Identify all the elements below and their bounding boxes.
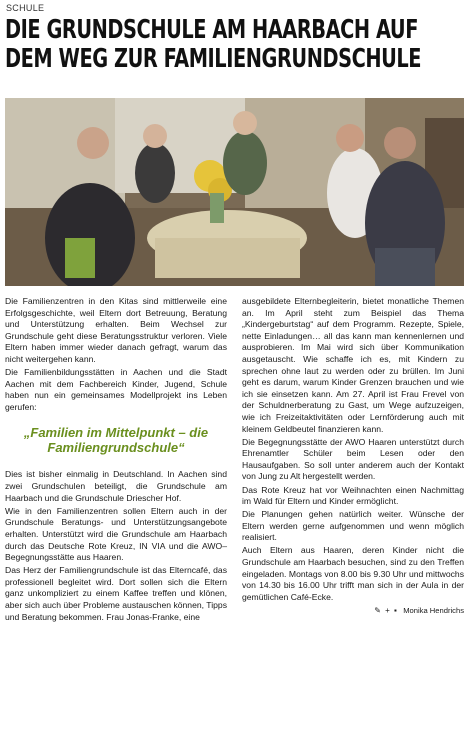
- paragraph: Die Familienbildungsstätten in Aachen und die Stadt Aachen mit dem Fachbereich Kinder, Jugend, Schule haben nun ein gemeinsames Modellprojekt ins Leben gerufen:: [5, 367, 227, 412]
- paragraph: Die Familienzentren in den Kitas sind mittlerweile eine Erfolgsgeschichte, weil Eltern dort Betreuung, Beratung und Unterstützung erhalten. Beim Wechsel zur Grundschule geht diese Beratungsstruktur verloren. Viele Eltern haben immer wieder danach gefragt, warum das nicht weitergehen kann.: [5, 296, 227, 364]
- paragraph: Die Begegnungsstätte der AWO Haaren unterstützt durch Ehrenamtler Schüler beim Lesen oder den Hausaufgaben. So soll unter anderem auch der Kontakt von Jung zu Alt hergestellt werden.: [242, 436, 464, 482]
- paragraph: Die Planungen gehen natürlich weiter. Wünsche der Eltern werden gerne aufgenommen und wenn möglich realisiert.: [242, 509, 464, 543]
- byline: [242, 605, 464, 617]
- article-column-right: [242, 296, 464, 618]
- paragraph: Dies ist bisher einmalig in Deutschland. In Aachen sind zwei Grundschulen beteiligt, die Grundschule am Haarbach und die Grundschule Driescher Hof.: [5, 469, 227, 503]
- paragraph: ausgebildete Elternbegleiterin, bietet monatliche Themen an. Im April steht zum Beispiel das Thema „Kindergeburtstag“ auf dem Programm. Rezepte, Spiele, nette Einladungen… all das kann man kennenlernen und ausprobieren. Im Mai wird sich über Kommunikation ausgetauscht. Wie schaffe ich es, mit Kindern zu sprechen ohne laut zu werden oder zu brüllen. Im Juni geht es darum, warum Kinder Grenzen brauchen und wie ich sie einsetzen kann. Am 27. April ist Frau Frevel von der Schuldnerberatung zu Gast, um Wege aufzuzeigen, wie ich Freizeitaktivitäten oder Lernförderung auch mit kleinem Geldbeutel finanzieren kann.: [242, 296, 464, 434]
- paragraph: Auch Eltern aus Haaren, deren Kinder nicht die Grundschule am Haarbach besuchen, sind zu den Treffen eingeladen. Montags von 8.00 bis 9.30 Uhr und mittwochs von 14.30 bis 16.00 Uhr trifft man sich in der Aula in der gemütlichen Café-Ecke.: [242, 545, 464, 602]
- section-label: SCHULE: [6, 3, 45, 13]
- author-name: Monika Hendrichs: [403, 605, 464, 615]
- article-photo: [5, 98, 464, 286]
- paragraph: Das Herz der Familiengrundschule ist das Elterncafé, das professionell begleitet wird. Dort sollen sich die Eltern ganz unkompliziert zu einem Kaffee treffen und klönen, aber sich auch über Probleme austauschen können, Tipps und Beratung bekommen. Frau Jonas-Franke, eine: [5, 565, 227, 622]
- article-column-left: [5, 296, 227, 625]
- article-headline: DIE GRUNDSCHULE AM HAARBACH AUF DEM WEG ZUR FAMILIENGRUNDSCHULE: [5, 15, 422, 74]
- paragraph: Wie in den Familienzentren sollen Eltern auch in der Grundschule Beratungs- und Unterstützungsangebote erhalten. Unterstützt wird die Grundschule am Haarbach durch das Deutsche Rote Kreuz, IN VIA und die AWO–Begegnungsstätte aus Haaren.: [5, 505, 227, 563]
- byline-icons: ✎ + ▪: [374, 605, 398, 615]
- paragraph: Das Rote Kreuz hat vor Weihnachten einen Nachmittag im Wald für Eltern und Kinder ermöglicht.: [242, 484, 464, 507]
- pull-quote: „Familien im Mittelpunkt – die Familiengrundschule“: [23, 425, 209, 456]
